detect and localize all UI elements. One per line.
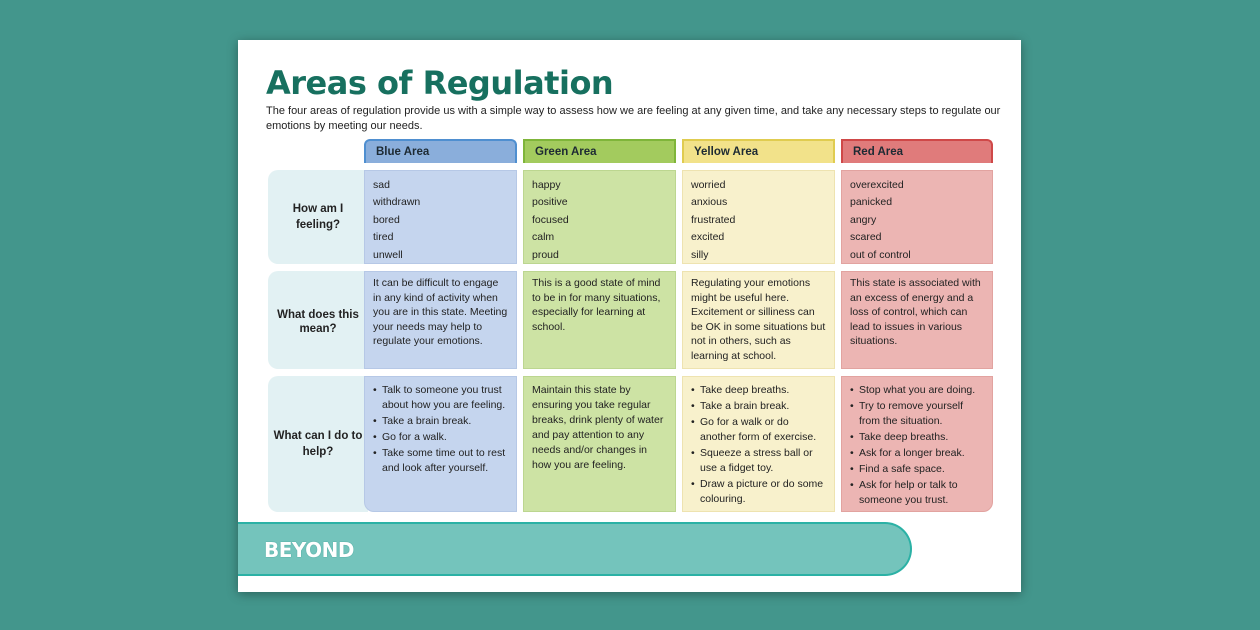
- footer-band: [238, 522, 912, 576]
- feeling: happy: [532, 179, 561, 191]
- feeling: tired: [373, 231, 394, 244]
- header-red-area: Red Area: [841, 139, 993, 163]
- help-item: • Stop what you are doing.: [850, 383, 984, 398]
- green-help: Maintain this state by ensuring you take regular breaks, drink plenty of water and pay attention to any needs and/or changes in how you are feeling.: [523, 376, 676, 512]
- help-item: • Ask for help or talk to someone you trust.: [850, 478, 984, 508]
- help-item: • Try to remove yourself from the situation.: [850, 399, 984, 429]
- red-meaning: This state is associated with an excess of energy and a loss of control, which can lead to issues in various situations.: [841, 271, 993, 369]
- feeling: panicked: [850, 196, 893, 209]
- blue-help: [364, 376, 517, 512]
- feeling: focused: [532, 213, 569, 226]
- feeling: scared: [850, 231, 882, 244]
- feeling: silly: [691, 248, 709, 261]
- green-feelings: [523, 170, 676, 264]
- help-item: • Squeeze a stress ball or use a fidget toy.: [691, 446, 826, 476]
- feeling: anxious: [691, 196, 728, 209]
- green-meaning: This is a good state of mind to be in for many situations, especially for learning at school.: [523, 271, 676, 369]
- blue-meaning: It can be difficult to engage in any kind of activity when you are in this state. Meeting your needs may help to regulate your emotions.: [364, 271, 517, 369]
- feeling: bored: [373, 213, 400, 226]
- row-label-meaning: What does this mean?: [268, 271, 368, 369]
- help-item: • Go for a walk or do another form of exercise.: [691, 415, 826, 445]
- help-item: • Take deep breaths.: [691, 383, 826, 398]
- yellow-feelings: [682, 170, 835, 264]
- help-item: • Talk to someone you trust about how you are feeling.: [373, 383, 508, 413]
- feeling: proud: [532, 248, 559, 261]
- feeling: worried: [691, 179, 726, 191]
- beyond-logo: BEYOND: [264, 538, 355, 562]
- header-yellow-area: Yellow Area: [682, 139, 835, 163]
- feeling: positive: [532, 196, 568, 209]
- help-item: • Ask for a longer break.: [850, 446, 984, 461]
- row-label-feeling: How am I feeling?: [268, 170, 368, 264]
- feeling: sad: [373, 179, 390, 191]
- help-item: • Take some time out to rest and look after yourself.: [373, 446, 508, 476]
- row-label-help: What can I do to help?: [268, 376, 368, 512]
- feeling: excited: [691, 231, 725, 244]
- feeling: withdrawn: [373, 196, 421, 209]
- feeling: overexcited: [850, 179, 904, 191]
- yellow-meaning: Regulating your emotions might be useful here. Excitement or silliness can be OK in some situations but not in others, such as learning at school.: [682, 271, 835, 369]
- feeling: out of control: [850, 248, 911, 261]
- yellow-help: [682, 376, 835, 512]
- help-item: • Find a safe space.: [850, 462, 984, 477]
- page-title: Areas of Regulation: [266, 64, 614, 102]
- header-blue-area: Blue Area: [364, 139, 517, 163]
- help-item: • Take a brain break.: [373, 414, 508, 429]
- feeling: frustrated: [691, 213, 736, 226]
- feeling: angry: [850, 213, 877, 226]
- worksheet: [238, 40, 1021, 592]
- help-item: • Take deep breaths.: [850, 430, 984, 445]
- red-help: [841, 376, 993, 512]
- help-item: • Draw a picture or do some colouring.: [691, 477, 826, 507]
- header-green-area: Green Area: [523, 139, 676, 163]
- help-item: • Take a brain break.: [691, 399, 826, 414]
- help-item: • Go for a walk.: [373, 430, 508, 445]
- blue-feelings: [364, 170, 517, 264]
- feeling: calm: [532, 231, 555, 244]
- intro-text: The four areas of regulation provide us with a simple way to assess how we are feeling at any given time, and take any necessary steps to regulate our emotions by meeting our needs.: [266, 105, 1001, 132]
- feeling: unwell: [373, 248, 403, 261]
- red-feelings: [841, 170, 993, 264]
